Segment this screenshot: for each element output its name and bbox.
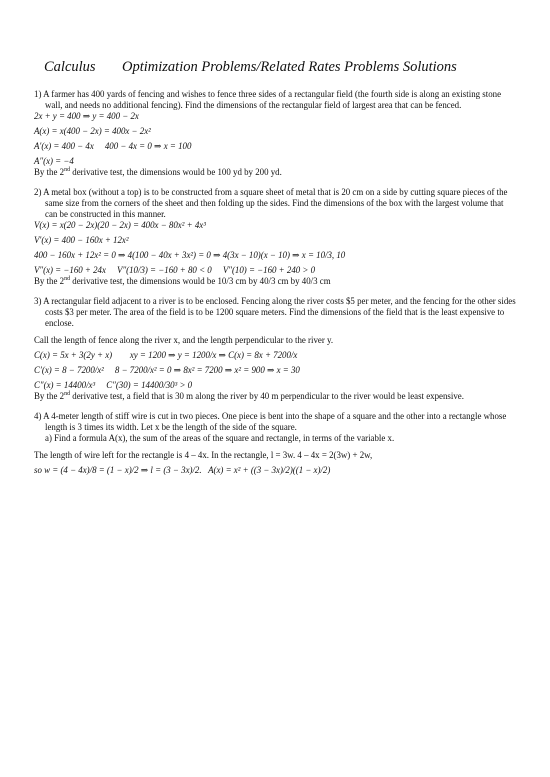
problem-4 <box>34 411 516 476</box>
ordinal-suffix: nd <box>64 276 71 283</box>
conclusion-text: By the 2 <box>34 167 65 177</box>
title-text: Optimization Problems/Related Rates Problems Solutions <box>122 59 457 75</box>
problem-3 <box>34 296 516 402</box>
question-2: 2) A metal box (without a top) is to be constructed from a square sheet of metal that is 20 cm on a side by cutting square pieces of the same size from the corners of the sheet and then folding up the sides. Find the dimensions of the box with the largest volume that can be constructed in this manner. <box>34 187 508 219</box>
math-line: V″(x) = −160 + 24x V″(10/3) = −160 + 80 < 0 V″(10) = −160 + 240 > 0 <box>34 265 316 275</box>
math-line: A′(x) = 400 − 4x 400 − 4x = 0 ⇒ x = 100 <box>34 141 192 151</box>
conclusion-text: By the 2 <box>34 391 65 401</box>
math-line: A(x) = x(400 − 2x) = 400x − 2x² <box>34 126 151 136</box>
math-line: C″(x) = 14400/x³ C″(30) = 14400/30³ > 0 <box>34 380 193 390</box>
ordinal-suffix: nd <box>64 167 71 174</box>
math-line: A″(x) = −4 <box>34 156 74 166</box>
math-line: C(x) = 5x + 3(2y + x) xy = 1200 ⇒ y = 1200/x ⇒ C(x) = 8x + 7200/x <box>34 350 298 360</box>
math-line: V′(x) = 400 − 160x + 12x² <box>34 235 129 245</box>
question-4a: a) Find a formula A(x), the sum of the areas of the square and rectangle, in terms of the variable x. <box>45 433 395 443</box>
problem-3-intro: Call the length of fence along the river x, and the length perpendicular to the river y. <box>34 335 334 345</box>
conclusion-3 <box>34 391 516 402</box>
question-4: 4) A 4-meter length of stiff wire is cut in two pieces. One piece is bent into the shape of a square and the other into a rectangle whose length is 3 times its width. Let x be the length of the side of the square. <box>34 411 507 432</box>
conclusion-text: By the 2 <box>34 276 65 286</box>
question-3: 3) A rectangular field adjacent to a river is to be enclosed. Fencing along the river costs $5 per meter, and the fencing for the other sides costs $3 per meter. The area of the field is to be 1200 square meters. Find the dimensions of the field that is the least expensive to enclose. <box>34 296 516 328</box>
math-line: so w = (4 − 4x)/8 = (1 − x)/2 ⇒ l = (3 − 3x)/2. A(x) = x² + ((3 − 3x)/2)((1 − x)/2) <box>34 465 331 475</box>
subject-label: Calculus <box>44 59 96 75</box>
problem-2 <box>34 187 516 287</box>
problem-1 <box>34 89 516 178</box>
conclusion-text: derivative test, the dimensions would be 100 yd by 200 yd. <box>70 167 282 177</box>
math-line: 2x + y = 400 ⇒ y = 400 − 2x <box>34 111 139 121</box>
math-line: 400 − 160x + 12x² = 0 ⇒ 4(100 − 40x + 3x²) = 0 ⇒ 4(3x − 10)(x − 10) ⇒ x = 10/3, 10 <box>34 250 346 260</box>
page-title <box>44 58 516 76</box>
problem-4-note: The length of wire left for the rectangle is 4 – 4x. In the rectangle, l = 3w. 4 – 4x = 2(3w) + 2w, <box>34 450 373 460</box>
math-line: C′(x) = 8 − 7200/x² 8 − 7200/x² = 0 ⇒ 8x² = 7200 ⇒ x² = 900 ⇒ x = 30 <box>34 365 300 375</box>
conclusion-text: derivative test, the dimensions would be 10/3 cm by 40/3 cm by 40/3 cm <box>70 276 331 286</box>
conclusion-text: derivative test, a field that is 30 m along the river by 40 m perpendicular to the river would be least expensive. <box>70 391 464 401</box>
conclusion-1 <box>34 167 516 178</box>
question-1: 1) A farmer has 400 yards of fencing and wishes to fence three sides of a rectangular field (the fourth side is along an existing stone wall, and needs no additional fencing). Find the dimensions of the rectangular field of largest area that can be fenced. <box>34 89 502 110</box>
conclusion-2 <box>34 276 516 287</box>
ordinal-suffix: nd <box>64 391 71 398</box>
math-line: V(x) = x(20 − 2x)(20 − 2x) = 400x − 80x² + 4x³ <box>34 220 206 230</box>
